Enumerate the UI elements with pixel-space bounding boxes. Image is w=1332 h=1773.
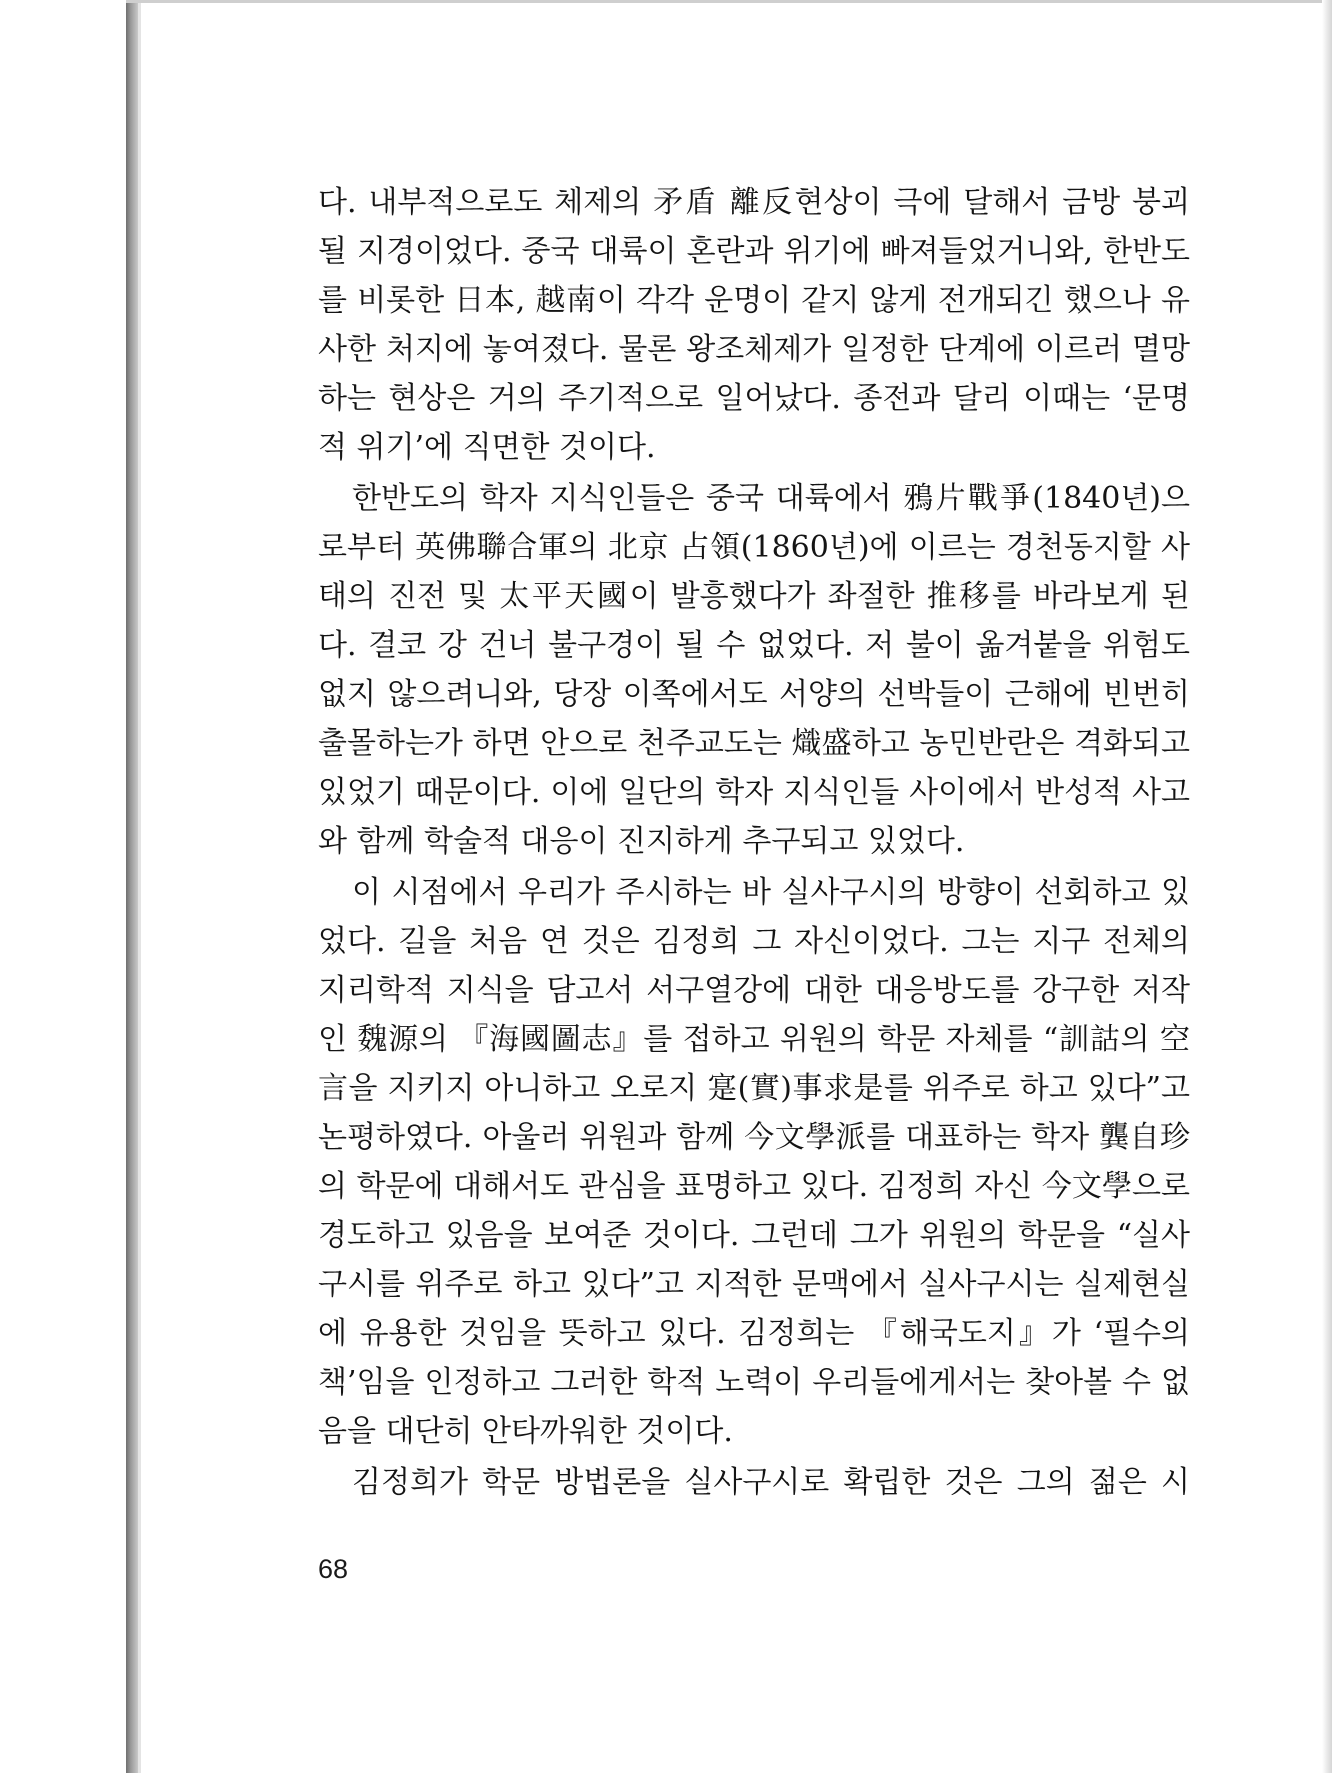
page-right-shadow [1322,0,1332,1773]
body-text [318,178,1190,1507]
page-number: 68 [318,1554,349,1584]
spine-edge [138,0,141,1773]
paragraph-1: 다. 내부적으로도 체제의 矛盾 離反현상이 극에 달해서 금방 붕괴될 지경이었다. 중국 대륙이 혼란과 위기에 빠져들었거니와, 한반도를 비롯한 日本, 越南이 각각 운명이 같지 않게 전개되긴 했으나 유사한 처지에 놓여졌다. 물론 왕조체제가 일정한 단계에 이르러 멸망하는 현상은 거의 주기적으로 일어났다. 종전과 달리 이때는 ‘문명적 위기’에 직면한 것이다. [318,185,1190,465]
book-spine [126,0,138,1773]
paragraph-3: 이 시점에서 우리가 주시하는 바 실사구시의 방향이 선회하고 있었다. 길을 처음 연 것은 김정희 그 자신이었다. 그는 지구 전체의 지리학적 지식을 담고서 서구열강에 대한 대응방도를 강구한 저작인 魏源의 『海國圖志』를 접하고 위원의 학문 자체를 “訓詁의 空言을 지키지 아니하고 오로지 寔(實)事求是를 위주로 하고 있다”고 논평하였다. 아울러 위원과 함께 今文學派를 대표하는 학자 龔自珍의 학문에 대해서도 관심을 표명하고 있다. 김정희 자신 今文學으로 경도하고 있음을 보여준 것이다. 그런데 그가 위원의 학문을 “실사구시를 위주로 하고 있다”고 지적한 문맥에서 실사구시는 실제현실에 유용한 것임을 뜻하고 있다. 김정희는 『해국도지』가 ‘필수의 책’임을 인정하고 그러한 학적 노력이 우리들에게서는 찾아볼 수 없음을 대단히 안타까워한 것이다. [318,875,1190,1449]
paragraph-4: 김정희가 학문 방법론을 실사구시로 확립한 것은 그의 젊은 시 [352,1465,1190,1500]
page-top-edge [126,0,1326,3]
paragraph-2: 한반도의 학자 지식인들은 중국 대륙에서 鴉片戰爭(1840년)으로부터 英佛聯合軍의 北京 占領(1860년)에 이르는 경천동지할 사태의 진전 및 太平天國이 발흥했다가 좌절한 推移를 바라보게 된다. 결코 강 건너 불구경이 될 수 없었다. 저 불이 옮겨붙을 위험도 없지 않으려니와, 당장 이쪽에서도 서양의 선박들이 근해에 빈번히 출몰하는가 하면 안으로 천주교도는 熾盛하고 농민반란은 격화되고 있었기 때문이다. 이에 일단의 학자 지식인들 사이에서 반성적 사고와 함께 학술적 대응이 진지하게 추구되고 있었다. [318,481,1190,859]
